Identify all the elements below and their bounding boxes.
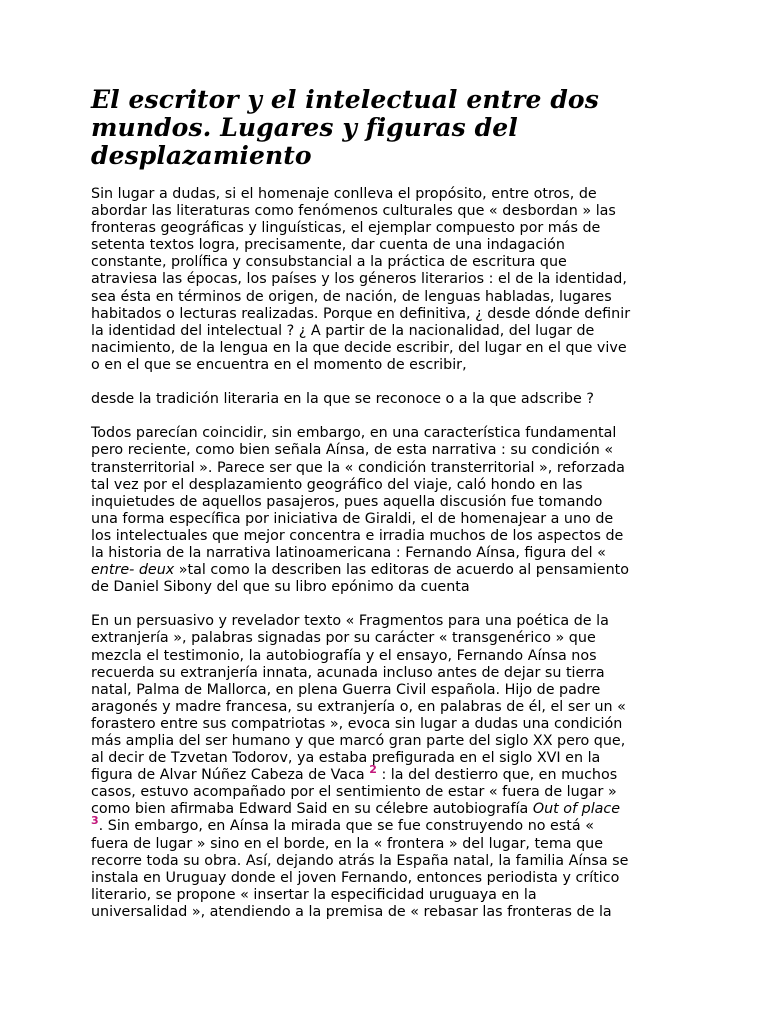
paragraph-line: aragonés y madre francesa, su extranjería o, en palabras de él, el ser un « [91,698,626,715]
paragraph-line [91,763,691,784]
paragraph-line: sea ésta en términos de origen, de nación, de lenguas habladas, lugares [91,288,612,305]
paragraph-line: recorre toda su obra. Así, dejando atrás la España natal, la familia Aínsa se [91,852,629,869]
document-page [91,86,691,938]
footnote-link-2[interactable]: 2 [369,763,377,777]
paragraph-line [91,814,691,835]
paragraph-text: : la del destierro que, en muchos [376,767,618,784]
paragraph-line: mezcla el testimonio, la autobiografía y el ensayo, Fernando Aínsa nos [91,647,597,664]
paragraph-text: figura de Alvar Núñez Cabeza de Vaca [91,767,370,784]
paragraph-line: o en el que se encuentra en el momento de escribir, [91,356,467,373]
paragraph-line: la historia de la narrativa latinoamericana : Fernando Aínsa, figura del « [91,544,606,561]
paragraph-line: tal vez por el desplazamiento geográfico del viaje, caló hondo en las [91,476,583,493]
paragraph-line: más amplia del ser humano y que marcó gran parte del siglo XX pero que, [91,733,626,749]
paragraph-line: literario, se propone « insertar la especificidad uruguaya en la [91,886,537,903]
paragraph-line: universalidad », atendiendo a la premisa de « rebasar las fronteras de la [91,903,612,920]
paragraph-line: extranjería », palabras signadas por su carácter « transgenérico » que [91,630,596,647]
footnote-link-3[interactable]: 3 [91,814,99,828]
paragraph-line: abordar las literaturas como fenómenos culturales que « desbordan » las [91,203,616,220]
paragraph-line: nacimiento, de la lengua en la que decide escribir, del lugar en el que vive [91,339,627,356]
title-line: mundos. Lugares y figuras del [91,113,518,142]
paragraph-line: instala en Uruguay donde el joven Fernando, entonces periodista y crítico [91,869,620,886]
paragraph-line: al decir de Tzvetan Todorov, ya estaba prefigurada en el siglo XVI en la [91,750,601,767]
paragraph-line: recuerda su extranjería innata, acunada incluso antes de dejar su tierra [91,664,605,681]
paragraph-line: fronteras geográficas y linguísticas, el ejemplar compuesto por más de [91,220,601,237]
paragraph-line: habitados o lecturas realizadas. Porque en definitiva, ¿ desde dónde definir [91,305,631,322]
paragraph-line: la identidad del intelectual ? ¿ A partir de la nacionalidad, del lugar de [91,322,595,339]
paragraph-line: los intelectuales que mejor concentra e irradia muchos de los aspectos de [91,527,624,544]
paragraph-line: natal, Palma de Mallorca, en plena Guerra Civil española. Hijo de padre [91,681,601,698]
paragraph-line: de Daniel Sibony del que su libro epónimo da cuenta [91,579,470,596]
paragraph-line: atraviesa las épocas, los países y los géneros literarios : el de la identidad, [91,271,627,288]
paragraph-line: constante, prolífica y consubstancial a la práctica de escritura que [91,254,567,271]
paragraph-line [91,801,691,818]
title-line: El escritor y el intelectual entre dos [91,85,599,114]
paragraph-line: Todos parecían coincidir, sin embargo, en una característica fundamental [91,425,617,442]
paragraph-line: transterritorial ». Parece ser que la « condición transterritorial », reforzada [91,459,625,476]
italic-term: entre- deux [91,562,175,579]
document-title [91,86,691,170]
paragraph-2 [91,391,691,408]
paragraph-1 [91,186,691,374]
italic-title: Out of place [532,801,621,818]
title-line: desplazamiento [91,141,312,170]
paragraph-line: forastero entre sus compatriotas », evoca sin lugar a dudas una condición [91,715,623,732]
paragraph-4 [91,613,691,921]
paragraph-line: desde la tradición literaria en la que se reconoce o a la que adscribe ? [91,391,594,408]
paragraph-line: una forma específica por iniciativa de Giraldi, el de homenajear a uno de [91,510,614,527]
paragraph-line: fuera de lugar » sino en el borde, en la « frontera » del lugar, tema que [91,835,604,852]
paragraph-line [91,562,691,579]
paragraph-text: »tal como la describen las editoras de acuerdo al pensamiento [174,562,629,579]
paragraph-line: pero reciente, como bien señala Aínsa, de esta narrativa : su condición « [91,442,614,459]
paragraph-text: como bien afirmaba Edward Said en su célebre autobiografía [91,801,533,818]
paragraph-line: Sin lugar a dudas, si el homenaje conlleva el propósito, entre otros, de [91,186,597,202]
paragraph-line: setenta textos logra, precisamente, dar cuenta de una indagación [91,237,565,254]
paragraph-line: inquietudes de aquellos pasajeros, pues aquella discusión fue tomando [91,493,603,510]
paragraph-line: casos, estuvo acompañado por el sentimiento de estar « fuera de lugar » [91,784,617,801]
paragraph-text: . Sin embargo, en Aínsa la mirada que se fue construyendo no está « [98,818,594,835]
paragraph-line: En un persuasivo y revelador texto « Fragmentos para una poética de la [91,613,609,630]
paragraph-3 [91,425,691,596]
